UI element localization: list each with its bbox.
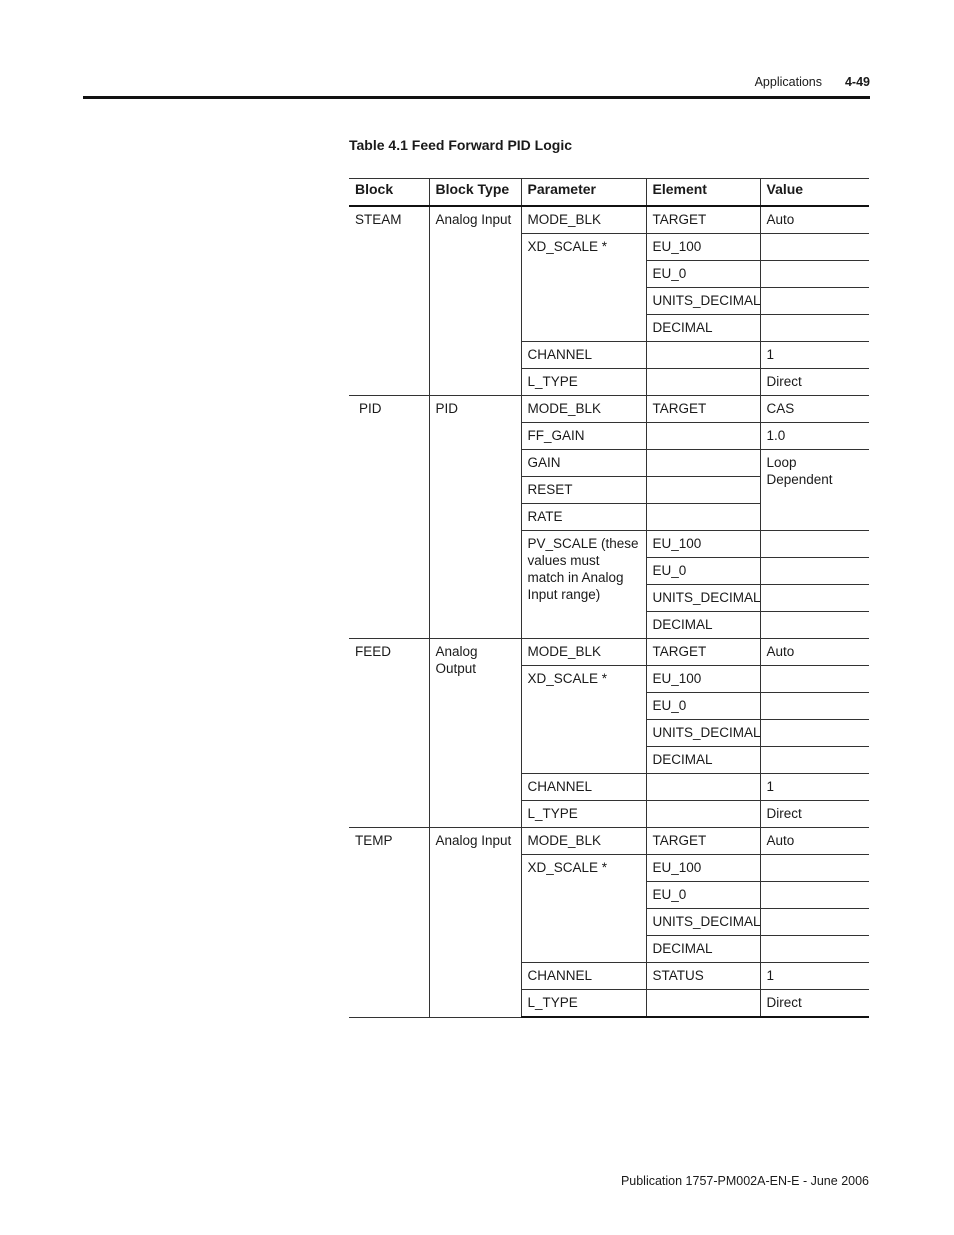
parameter-cell: MODE_BLK — [521, 639, 646, 666]
parameter-cell: MODE_BLK — [521, 828, 646, 855]
element-cell — [646, 450, 760, 477]
block-cell: STEAM — [349, 206, 429, 396]
value-cell: 1 — [760, 963, 869, 990]
value-cell — [760, 720, 869, 747]
element-cell: TARGET — [646, 396, 760, 423]
element-cell — [646, 504, 760, 531]
element-cell: TARGET — [646, 828, 760, 855]
element-cell: STATUS — [646, 963, 760, 990]
table-row — [349, 828, 869, 855]
table-row — [349, 396, 869, 423]
element-cell: UNITS_DECIMAL — [646, 909, 760, 936]
element-cell: EU_0 — [646, 693, 760, 720]
value-cell — [760, 936, 869, 963]
table-row — [349, 206, 869, 234]
parameter-cell: XD_SCALE * — [521, 666, 646, 774]
value-cell — [760, 666, 869, 693]
element-cell — [646, 342, 760, 369]
parameter-cell: XD_SCALE * — [521, 855, 646, 963]
value-cell — [760, 315, 869, 342]
element-cell — [646, 774, 760, 801]
block-type-cell: Analog Output — [429, 639, 521, 828]
parameter-cell: L_TYPE — [521, 990, 646, 1018]
value-cell — [760, 261, 869, 288]
element-cell: DECIMAL — [646, 612, 760, 639]
block-type-cell: Analog Input — [429, 206, 521, 396]
value-cell — [760, 288, 869, 315]
value-cell: 1 — [760, 774, 869, 801]
page-header — [0, 72, 870, 92]
value-cell — [760, 612, 869, 639]
parameter-cell: XD_SCALE * — [521, 234, 646, 342]
column-header-value: Value — [760, 179, 869, 207]
parameter-cell: GAIN — [521, 450, 646, 477]
element-cell: DECIMAL — [646, 315, 760, 342]
value-cell: Direct — [760, 990, 869, 1018]
parameter-cell: CHANNEL — [521, 342, 646, 369]
parameter-cell: FF_GAIN — [521, 423, 646, 450]
value-cell — [760, 234, 869, 261]
value-cell: 1 — [760, 342, 869, 369]
element-cell: TARGET — [646, 639, 760, 666]
parameter-cell: CHANNEL — [521, 963, 646, 990]
value-cell — [760, 558, 869, 585]
element-cell: DECIMAL — [646, 936, 760, 963]
element-cell: EU_100 — [646, 855, 760, 882]
parameter-cell: RATE — [521, 504, 646, 531]
table-header-row — [349, 179, 869, 207]
value-cell: Loop Dependent — [760, 450, 869, 531]
parameter-cell: L_TYPE — [521, 369, 646, 396]
element-cell: DECIMAL — [646, 747, 760, 774]
element-cell: EU_0 — [646, 261, 760, 288]
block-type-cell: PID — [429, 396, 521, 639]
table-caption: Table 4.1 Feed Forward PID Logic — [349, 137, 573, 153]
parameter-cell: PV_SCALE (these values must match in Analog Input range) — [521, 531, 646, 639]
element-cell — [646, 423, 760, 450]
value-cell — [760, 855, 869, 882]
element-cell: UNITS_DECIMAL — [646, 720, 760, 747]
value-cell: Auto — [760, 639, 869, 666]
value-cell: Direct — [760, 369, 869, 396]
column-header-element: Element — [646, 179, 760, 207]
table-row — [349, 639, 869, 666]
value-cell: Direct — [760, 801, 869, 828]
parameter-cell: MODE_BLK — [521, 206, 646, 234]
parameter-cell: CHANNEL — [521, 774, 646, 801]
publication-footer: Publication 1757-PM002A-EN-E - June 2006 — [620, 1174, 869, 1188]
element-cell — [646, 801, 760, 828]
element-cell: EU_100 — [646, 666, 760, 693]
block-cell: FEED — [349, 639, 429, 828]
element-cell: UNITS_DECIMAL — [646, 288, 760, 315]
value-cell — [760, 909, 869, 936]
block-cell: PID — [349, 396, 429, 639]
column-header-block-type: Block Type — [429, 179, 521, 207]
header-rule — [83, 96, 870, 99]
feed-forward-pid-table — [349, 178, 869, 1018]
element-cell: EU_100 — [646, 531, 760, 558]
element-cell — [646, 369, 760, 396]
value-cell: 1.0 — [760, 423, 869, 450]
value-cell: CAS — [760, 396, 869, 423]
block-cell: TEMP — [349, 828, 429, 1018]
element-cell — [646, 477, 760, 504]
value-cell — [760, 531, 869, 558]
value-cell — [760, 693, 869, 720]
parameter-cell: L_TYPE — [521, 801, 646, 828]
element-cell: EU_0 — [646, 882, 760, 909]
value-cell — [760, 747, 869, 774]
element-cell: UNITS_DECIMAL — [646, 585, 760, 612]
value-cell: Auto — [760, 828, 869, 855]
element-cell: TARGET — [646, 206, 760, 234]
element-cell: EU_0 — [646, 558, 760, 585]
parameter-cell: RESET — [521, 477, 646, 504]
column-header-block: Block — [349, 179, 429, 207]
value-cell: Auto — [760, 206, 869, 234]
page-number: 4-49 — [844, 75, 870, 89]
section-title: Applications — [754, 75, 822, 89]
column-header-parameter: Parameter — [521, 179, 646, 207]
element-cell: EU_100 — [646, 234, 760, 261]
element-cell — [646, 990, 760, 1018]
block-type-cell: Analog Input — [429, 828, 521, 1018]
value-cell — [760, 882, 869, 909]
parameter-cell: MODE_BLK — [521, 396, 646, 423]
value-cell — [760, 585, 869, 612]
